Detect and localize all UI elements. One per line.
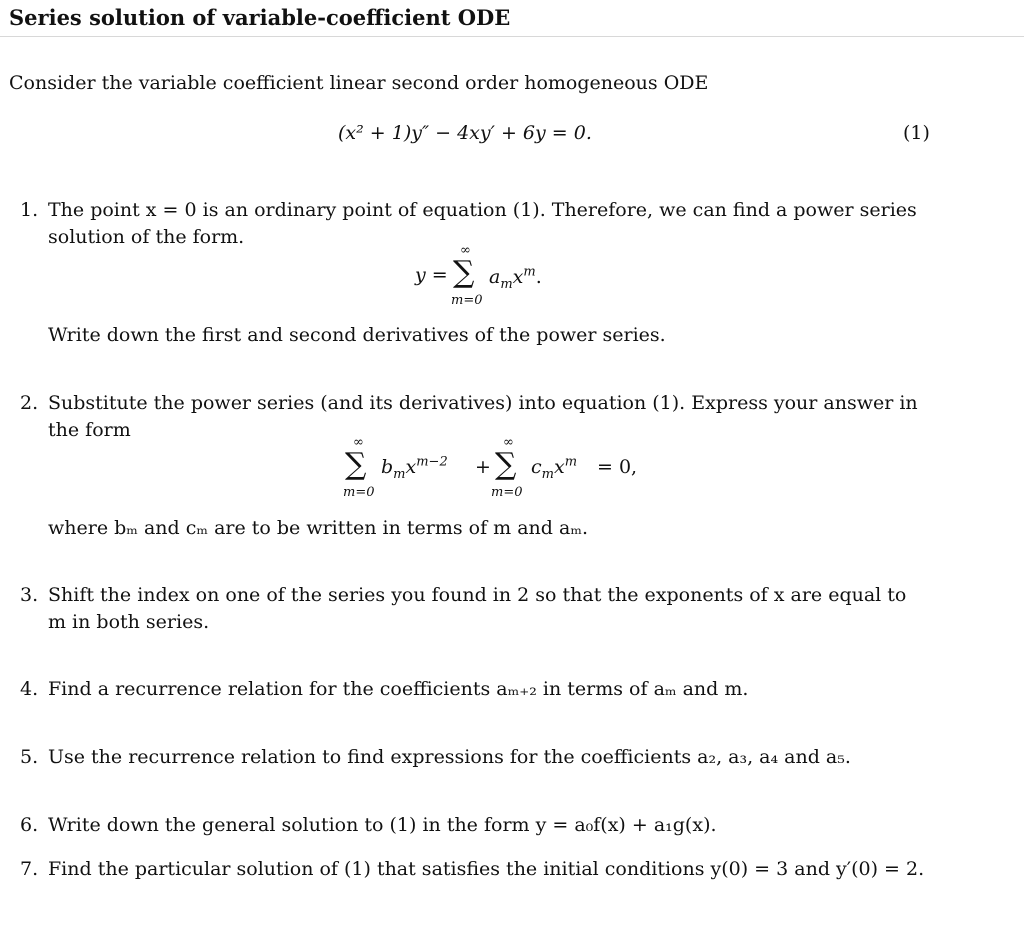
list-item-number: 3. [20, 584, 39, 606]
plus-sign: + [475, 456, 491, 478]
list-item-7 [20, 856, 940, 884]
list-item-number: 2. [20, 392, 39, 414]
summation-symbol: ∑ [453, 255, 475, 290]
list-item-number: 4. [20, 678, 39, 700]
series-term: $a_mx^m$. [489, 264, 542, 292]
list-item-text: where bₘ and cₘ are to be written in terms of m and aₘ. [48, 517, 589, 539]
list-item-text: Use the recurrence relation to find expressions for the coefficients a₂, a₃, a₄ and a₅. [48, 746, 851, 768]
sum-lower-limit: m=0 [451, 293, 483, 308]
list-item-text: Find a recurrence relation for the coefficients aₘ₊₂ in terms of aₘ and m. [48, 678, 749, 700]
list-item-number: 1. [20, 199, 39, 221]
list-item-text: Find the particular solution of (1) that satisfies the initial conditions y(0) = 3 and y′(0) = 2. [48, 858, 925, 880]
document-title: Series solution of variable-coefficient ODE [9, 5, 511, 30]
list-item-4 [20, 676, 940, 704]
list-item-1 [20, 197, 940, 347]
list-item-text: solution of the form. [48, 226, 245, 248]
list-item-text: Write down the first and second derivatives of the power series. [48, 324, 666, 346]
equation-1 [0, 120, 1024, 150]
list-item-5 [20, 744, 940, 772]
series-term-c: $c_mx^m$ [531, 454, 578, 482]
sum-upper-limit: ∞ [503, 435, 514, 450]
title-divider [0, 36, 1024, 37]
equals-zero: = 0, [597, 456, 638, 478]
equation-1-tag: (1) [903, 122, 930, 144]
summation-symbol: ∑ [495, 447, 517, 482]
list-item-6 [20, 812, 940, 840]
formula-lhs: y = [415, 264, 448, 286]
series-term-b: $b_mx^{m-2}$ [381, 454, 448, 482]
sum-lower-limit: m=0 [491, 485, 523, 500]
list-item-text: m in both series. [48, 611, 210, 633]
list-item-3 [20, 582, 940, 638]
list-item-text: Shift the index on one of the series you found in 2 so that the exponents of x are equal to [48, 584, 907, 606]
sum-upper-limit: ∞ [353, 435, 364, 450]
intro-paragraph: Consider the variable coefficient linear second order homogeneous ODE [9, 72, 709, 94]
list-item-number: 7. [20, 858, 39, 880]
summation-symbol: ∑ [345, 447, 367, 482]
list-item-text: Substitute the power series (and its derivatives) into equation (1). Express your answer in [48, 392, 918, 414]
list-item-number: 5. [20, 746, 39, 768]
list-item-2 [20, 390, 940, 550]
list-item-text: the form [48, 419, 131, 441]
sum-lower-limit: m=0 [343, 485, 375, 500]
list-item-text: Write down the general solution to (1) in the form y = a₀f(x) + a₁g(x). [48, 814, 717, 836]
list-item-number: 6. [20, 814, 39, 836]
list-item-text: The point x = 0 is an ordinary point of equation (1). Therefore, we can find a power series [48, 199, 917, 221]
equation-1-expression: (x² + 1)y″ − 4xy′ + 6y = 0. [338, 122, 592, 144]
sum-upper-limit: ∞ [460, 243, 471, 258]
